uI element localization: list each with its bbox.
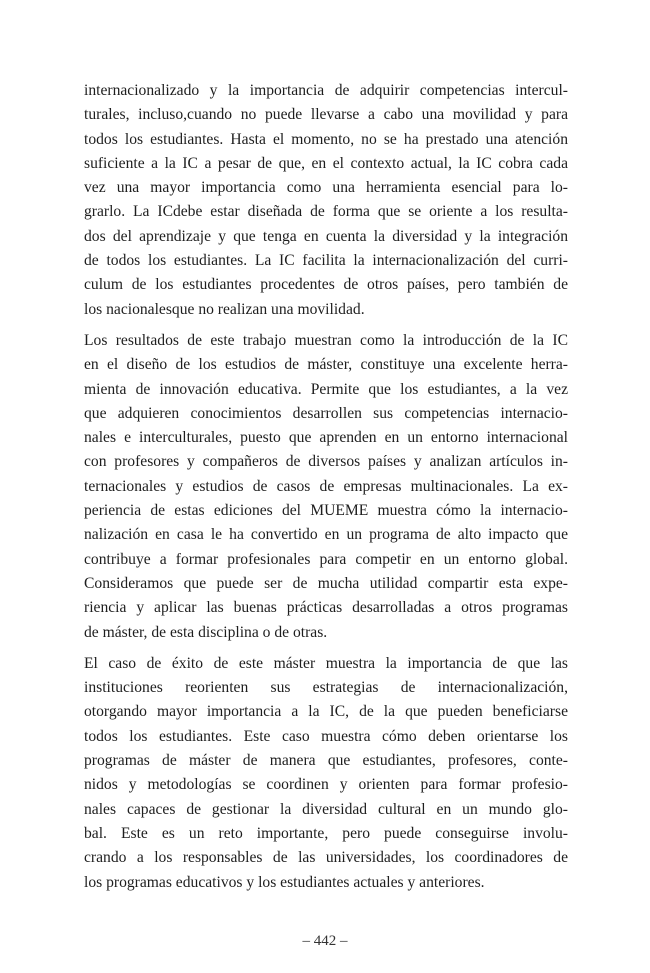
text-line: de todos los estudiantes. La IC facilita la internacionalización del curri- [84, 252, 568, 270]
page-number: – 442 – [302, 933, 348, 949]
text-line: crando a los responsables de las universidades, los coordinadores de [84, 849, 568, 867]
text-line: de máster, de esta disciplina o de otras. [84, 623, 328, 641]
text-line: ternacionales y estudios de casos de empresas multinacionales. La ex- [84, 477, 568, 495]
text-line: grarlo. La ICdebe estar diseñada de forma que se oriente a los resulta- [84, 203, 568, 221]
text-line: bal. Este es un reto importante, pero puede conseguirse involu- [84, 824, 568, 842]
text-line: internacionalizado y la importancia de adquirir competencias intercul- [84, 82, 568, 99]
text-line: Consideramos que puede ser de mucha utilidad compartir esta expe- [84, 574, 568, 592]
text-line: con profesores y compañeros de diversos países y analizan artículos in- [84, 453, 568, 471]
paragraph-1 [84, 79, 568, 322]
paragraph-2 [84, 329, 568, 645]
text-line: culum de los estudiantes procedentes de otros países, pero también de [84, 276, 568, 294]
text-line: riencia y aplicar las buenas prácticas desarrolladas a otros programas [84, 599, 568, 617]
text-line: nidos y metodologías se coordinen y orienten para formar profesio- [84, 776, 568, 794]
text-line: suficiente a la IC a pesar de que, en el contexto actual, la IC cobra cada [84, 154, 568, 172]
body-text [84, 79, 568, 895]
text-line: programas de máster de manera que estudiantes, profesores, conte- [84, 752, 568, 770]
text-line: contribuye a formar profesionales para competir en un entorno global. [84, 550, 568, 568]
text-line: los programas educativos y los estudiantes actuales y anteriores. [84, 873, 485, 891]
text-line: turales, incluso,cuando no puede llevarse a cabo una movilidad y para [84, 106, 568, 124]
text-line: periencia de estas ediciones del MUEME muestra cómo la internacio- [84, 502, 568, 520]
text-line: los nacionalesque no realizan una movilidad. [84, 300, 365, 318]
text-line: El caso de éxito de este máster muestra la importancia de que las [84, 654, 568, 672]
paragraph-3 [84, 652, 568, 895]
text-line: otorgando mayor importancia a la IC, de la que pueden beneficiarse [84, 703, 568, 721]
text-line: Los resultados de este trabajo muestran como la introducción de la IC [84, 331, 568, 349]
text-line: instituciones reorienten sus estrategias de internacionalización, [84, 679, 568, 697]
text-line: todos los estudiantes. Hasta el momento, no se ha prestado una atención [84, 130, 568, 148]
text-line: mienta de innovación educativa. Permite que los estudiantes, a la vez [84, 380, 568, 398]
text-line: nalización en casa le ha convertido en un programa de alto impacto que [84, 526, 568, 544]
text-line: vez una mayor importancia como una herramienta esencial para lo- [84, 179, 568, 197]
text-line: que adquieren conocimientos desarrollen sus competencias internacio- [84, 404, 568, 422]
text-line: en el diseño de los estudios de máster, constituye una excelente herra- [84, 356, 568, 374]
text-line: nales e interculturales, puesto que aprenden en un entorno internacional [84, 429, 568, 447]
text-line: todos los estudiantes. Este caso muestra cómo deben orientarse los [84, 727, 568, 745]
text-line: dos del aprendizaje y que tenga en cuenta la diversidad y la integración [84, 227, 568, 245]
text-line: nales capaces de gestionar la diversidad cultural en un mundo glo- [84, 800, 568, 818]
